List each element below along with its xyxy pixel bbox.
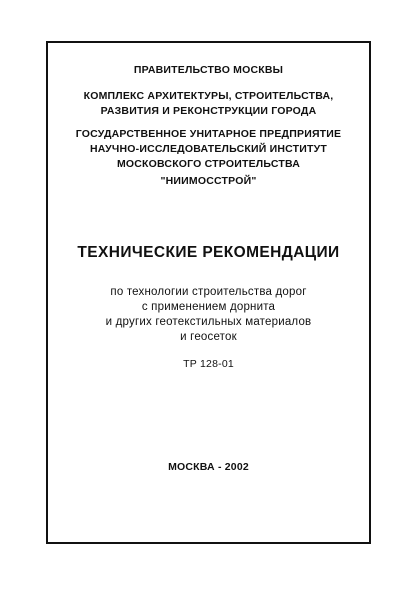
document-subtitle-line-2: с применением дорнита [141,301,276,313]
institute-name-line-1: ГОСУДАРСТВЕННОЕ УНИТАРНОЕ ПРЕДПРИЯТИЕ [75,128,342,140]
institute-name-line-3: МОСКОВСКОГО СТРОИТЕЛЬСТВА [116,158,301,170]
city-year: МОСКВА - 2002 [168,461,249,473]
complex-name-line-1: КОМПЛЕКС АРХИТЕКТУРЫ, СТРОИТЕЛЬСТВА, [83,90,334,102]
complex-name-line-2: РАЗВИТИЯ И РЕКОНСТРУКЦИИ ГОРОДА [100,105,317,117]
document-subtitle-line-1: по технологии строительства дорог [110,286,307,298]
document-code: ТР 128-01 [183,358,234,370]
institute-name-line-2: НАУЧНО-ИССЛЕДОВАТЕЛЬСКИЙ ИНСТИТУТ [90,143,327,155]
document-subtitle-line-3: и других геотекстильных материалов [105,316,312,328]
institute-short-name: "НИИМОССТРОЙ" [160,175,257,187]
government-name: ПРАВИТЕЛЬСТВО МОСКВЫ [133,64,284,76]
document-subtitle-line-4: и геосеток [180,331,237,343]
document-title: ТЕХНИЧЕСКИЕ РЕКОМЕНДАЦИИ [77,244,340,261]
